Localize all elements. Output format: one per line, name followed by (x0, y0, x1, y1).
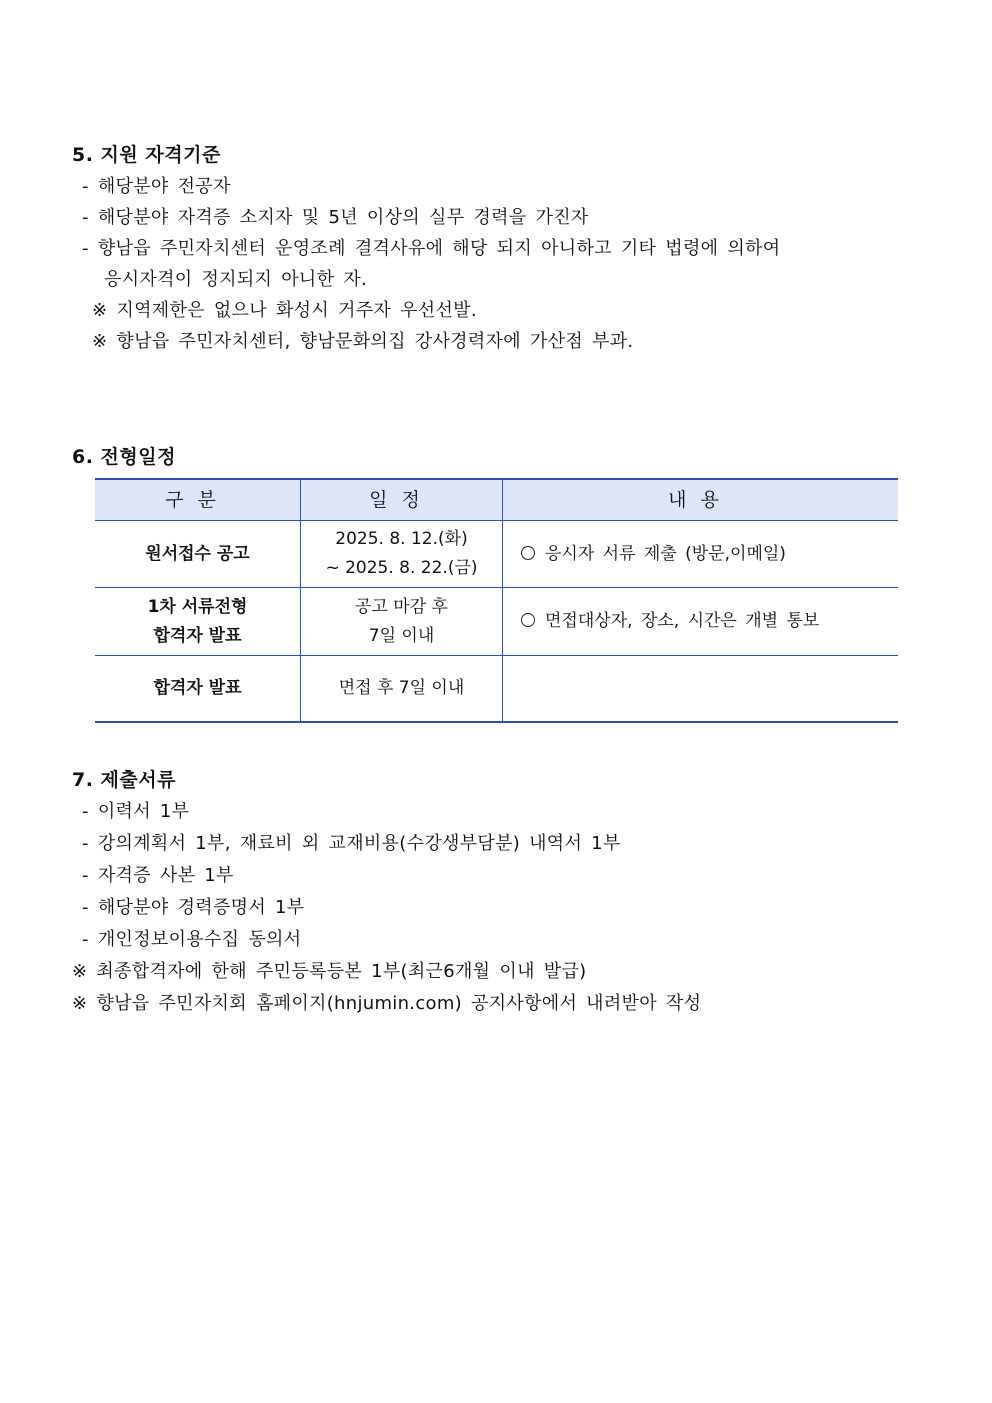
row-content (503, 656, 899, 723)
row-schedule (301, 588, 503, 656)
section5-note: ※ 지역제한은 없으나 화성시 거주자 우선선발. (92, 300, 477, 321)
row-schedule-text: 면접 후 7일 이내 (338, 678, 465, 698)
row-schedule-text: 공고 마감 후 (355, 596, 448, 617)
section7-line: - 이력서 1부 (82, 801, 190, 822)
header-category: 구분 (95, 479, 301, 521)
section7-line: - 강의계획서 1부, 재료비 외 교재비용(수강생부담분) 내역서 1부 (82, 833, 621, 854)
row-schedule (301, 656, 503, 723)
circle-bullet-icon (521, 546, 535, 560)
table-row (95, 588, 898, 656)
section7-line: - 개인정보이용수집 동의서 (82, 929, 302, 950)
section6-heading: 6. 전형일정 (72, 446, 176, 468)
section7-note: ※ 향남읍 주민자치회 홈페이지(hnjumin.com) 공지사항에서 내려받아 작성 (72, 993, 702, 1014)
schedule-header-row (95, 479, 898, 521)
section7-heading: 7. 제출서류 (72, 769, 176, 791)
row-schedule-text: ~ 2025. 8. 22.(금) (325, 558, 478, 578)
row-content-text: 응시자 서류 제출 (방문,이메일) (545, 543, 786, 564)
header-schedule: 일정 (301, 479, 503, 521)
table-row (95, 521, 898, 588)
row-category (95, 656, 301, 723)
table-row (95, 656, 898, 723)
row-category-text: 합격자 발표 (153, 678, 242, 698)
circle-bullet-icon (521, 613, 535, 627)
row-category (95, 521, 301, 588)
row-content-text: 면접대상자, 장소, 시간은 개별 통보 (545, 611, 820, 631)
section5-note: ※ 향남읍 주민자치센터, 향남문화의집 강사경력자에 가산점 부과. (92, 331, 634, 352)
row-category-text: 원서접수 공고 (145, 543, 250, 564)
row-schedule (301, 521, 503, 588)
row-schedule-text: 7일 이내 (368, 625, 435, 646)
row-schedule-text: 2025. 8. 12.(화) (335, 529, 468, 549)
section7-line: - 해당분야 경력증명서 1부 (82, 897, 305, 918)
section5-line: 응시자격이 정지되지 아니한 자. (104, 269, 368, 290)
section7-line: - 자격증 사본 1부 (82, 865, 234, 886)
schedule-table (95, 478, 898, 723)
row-category-text: 합격자 발표 (153, 625, 242, 646)
section5-line: - 해당분야 자격증 소지자 및 5년 이상의 실무 경력을 가진자 (82, 207, 589, 228)
section5-heading: 5. 지원 자격기준 (72, 144, 221, 166)
section7-note: ※ 최종합격자에 한해 주민등록등본 1부(최근6개월 이내 발급) (72, 961, 587, 982)
row-content (503, 521, 899, 588)
section5-line: - 해당분야 전공자 (82, 176, 231, 197)
row-content (503, 588, 899, 656)
row-category (95, 588, 301, 656)
header-content: 내용 (503, 479, 899, 521)
row-category-text: 1차 서류전형 (147, 596, 248, 617)
section5-line: - 향남읍 주민자치센터 운영조례 결격사유에 해당 되지 아니하고 기타 법령에 의하여 (82, 238, 781, 259)
